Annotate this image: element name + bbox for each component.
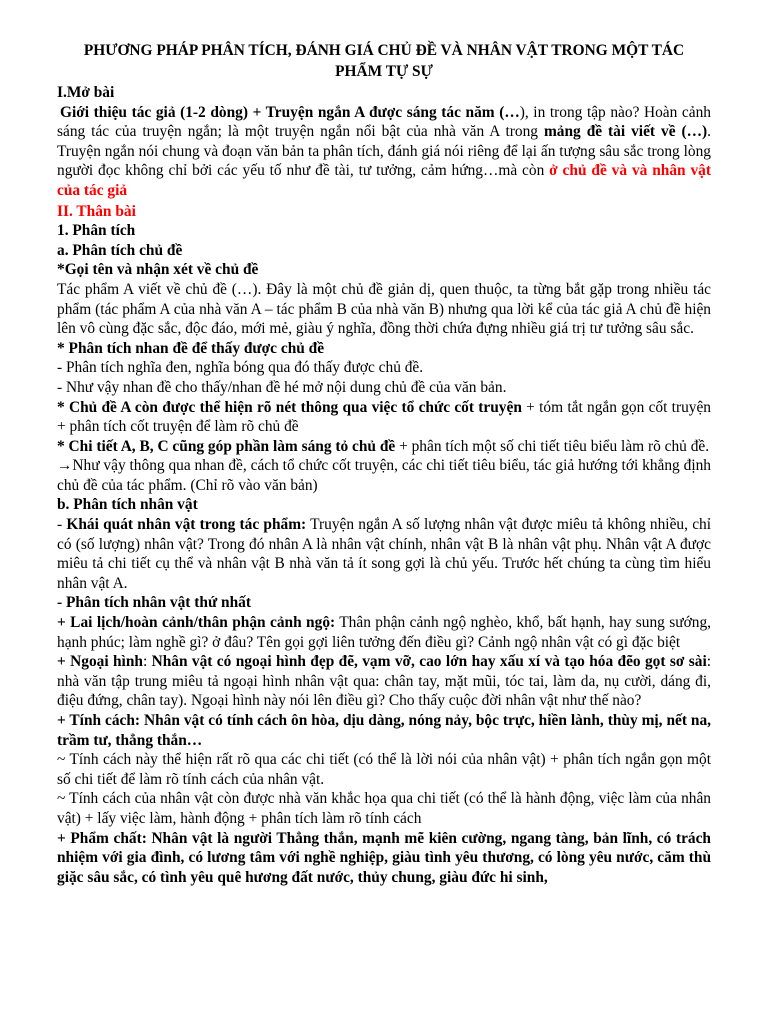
paragraph-ket-luan-chu-de bbox=[57, 456, 711, 495]
heading-nhan-de: * Phân tích nhan đề để thấy được chủ đề bbox=[57, 339, 325, 357]
ngoai-hinh-bold-1: + Ngoại hình bbox=[57, 653, 143, 671]
intro-bold-1: Giới thiệu tác giả (1-2 dòng) + Truyện ngắn A được sáng tác năm (… bbox=[60, 103, 520, 121]
paragraph-mo-bai bbox=[57, 103, 711, 201]
paragraph-cot-truyen bbox=[57, 398, 711, 437]
khai-quat-bold: Khái quát nhân vật trong tác phẩm: bbox=[66, 516, 307, 534]
paragraph-pham-chat: + Phẩm chất: Nhân vật là người Thẳng thắn, mạnh mẽ kiên cường, ngang tàng, bản lĩnh, có trách nhiệm với gia đình, có lương tâm với nghề nghiệp, giàu tình yêu thương, có lòng yêu nước, căm thù giặc sâu sắc, có tình yêu quê hương đất nước, thủy chung, giàu đức hi sinh, bbox=[57, 829, 711, 886]
khai-quat-text: Truyện ngắn A số lượng nhân vật được miêu tả không nhiều, chỉ có (số lượng) nhân vật? Trong đó nhân A là nhân vật chính, nhân vật B là nhân vật phụ. Nhân vật A được miêu tả chi tiết cụ thể và nhân vật B nhà văn tả ít song gợi là chủ yếu. Trước hết chúng ta cùng tìm hiểu nhân vật A. bbox=[57, 516, 711, 592]
chi-tiet-text: + phân tích một số chi tiết tiêu biểu làm rõ chủ đề. bbox=[395, 437, 710, 455]
heading-mo-bai: I.Mở bài bbox=[57, 84, 115, 101]
nhan-de-item-2: - Như vậy nhan đề cho thấy/nhan đề hé mở nội dung chủ đề của văn bản. bbox=[57, 378, 507, 396]
page-title: PHƯƠNG PHÁP PHÂN TÍCH, ĐÁNH GIÁ CHỦ ĐỀ VÀ NHÂN VẬT TRONG MỘT TÁC PHẨM TỰ SỰ bbox=[83, 42, 685, 80]
cot-truyen-text: + tóm tắt ngắn gọn cốt truyện + phân tích cốt truyện để làm rõ chủ đề bbox=[57, 398, 711, 436]
khai-quat-dash: - bbox=[57, 516, 67, 534]
heading-phan-tich-nhan-vat: b. Phân tích nhân vật bbox=[57, 496, 198, 514]
chu-de-text-a: Tác phẩm A viết về chủ đề (…) bbox=[57, 280, 258, 298]
heading-nhan-vat-thu-nhat: - Phân tích nhân vật thứ nhất bbox=[57, 594, 251, 612]
ket-luan-text: Như vậy thông qua nhan đề, cách tổ chức cốt truyện, các chi tiết tiêu biểu, tác giả hướng tới khẳng định chủ đề của tác phẩm. (Chỉ rõ vào văn bản) bbox=[57, 457, 711, 494]
chu-de-text-b: . Đây là một chủ đề giản dị, quen thuộc, ta từng bắt gặp trong nhiều tác phẩm (tác phẩm A của nhà văn A – tác phẩm B của nhà văn B) nhưng qua lời kể của tác giả A chủ đề hiện lên vô cùng đặc sắc, độc đáo, mới mẻ, giàu ý nghĩa, đồng thời chứa đựng nhiều giá trị tư tưởng sâu sắc. bbox=[57, 280, 711, 338]
arrow-right-icon: → bbox=[57, 457, 73, 475]
intro-bold-2: mảng đề tài viết về (…) bbox=[543, 123, 708, 141]
ngoai-hinh-text-1: : bbox=[142, 653, 152, 671]
paragraph-chu-de bbox=[57, 280, 711, 339]
heading-than-bai: II. Thân bài bbox=[57, 202, 136, 220]
paragraph-khai-quat bbox=[57, 515, 711, 593]
heading-phan-tich: 1. Phân tích bbox=[57, 222, 136, 240]
tinh-cach-item-2: ~ Tính cách của nhân vật còn được nhà văn khắc họa qua chi tiết (có thể là hành động, việc làm của nhân vật) + lấy việc làm, hành động + phân tích làm rõ tính cách bbox=[57, 790, 711, 827]
paragraph-chi-tiet bbox=[57, 437, 711, 457]
intro-red-text: ở chủ đề và và nhân vật của tác giả bbox=[57, 162, 711, 199]
lai-lich-bold: + Lai lịch/hoàn cảnh/thân phận cảnh ngộ: bbox=[57, 614, 336, 632]
paragraph-ngoai-hinh bbox=[57, 652, 711, 711]
heading-goi-ten-chu-de: *Gọi tên và nhận xét về chủ đề bbox=[57, 261, 259, 279]
paragraph-tinh-cach: + Tính cách: Nhân vật có tính cách ôn hòa, dịu dàng, nóng nảy, bộc trực, hiền lành, thùy mị, nết na, trầm tư, thẳng thắn… bbox=[57, 712, 711, 749]
paragraph-lai-lich bbox=[57, 613, 711, 652]
heading-phan-tich-chu-de: a. Phân tích chủ đề bbox=[57, 241, 183, 259]
cot-truyen-bold: * Chủ đề A còn được thể hiện rõ nét thông qua việc tổ chức cốt truyện bbox=[57, 398, 522, 416]
intro-text-2: . Truyện ngắn nói chung và đoạn văn bản ta phân tích, đánh giá nói riêng để lại ấn tượng sâu sắc trong lòng người đọc không chỉ bởi các yếu tố như đề tài, tư tưởng, cảm hứng…mà còn bbox=[57, 123, 711, 180]
tinh-cach-item-1: ~ Tính cách này thể hiện rất rõ qua các chi tiết (có thể là lời nói của nhân vật) + phân tích ngắn gọn một số chi tiết để làm rõ tính cách của nhân vật. bbox=[57, 751, 711, 788]
nhan-de-item-1: - Phân tích nghĩa đen, nghĩa bóng qua đó thấy được chủ đề. bbox=[57, 359, 424, 377]
chi-tiet-bold: * Chi tiết A, B, C cũng góp phần làm sáng tỏ chủ đề bbox=[57, 437, 396, 455]
ngoai-hinh-bold-2: Nhân vật có ngoại hình đẹp đẽ, vạm vỡ, cao lớn hay xấu xí và tạo hóa đẽo gọt sơ sài bbox=[151, 653, 707, 671]
ngoai-hinh-text-2: : nhà văn tập trung miêu tả ngoại hình nhân vật qua: chân tay, mặt mũi, tóc tai, làm da, nụ cười, dáng đi, điệu đứng, chân tay). Ngoại hình này nói lên điều gì? Cho thấy cuộc đời nhân vật như thế nào? bbox=[57, 653, 711, 710]
lai-lich-text: Thân phận cảnh ngộ nghèo, khổ, bất hạnh, hay sung sướng, hạnh phúc; làm nghề gì? ở đâu? Tên gọi gợi liên tưởng đến điều gì? Cảnh ngộ nhân vật có gì đặc biệt bbox=[57, 614, 711, 651]
intro-text-1: ), in trong tập nào? Hoàn cảnh sáng tác của truyện ngắn; là một truyện ngắn nổi bật của nhà văn A trong bbox=[57, 103, 711, 141]
